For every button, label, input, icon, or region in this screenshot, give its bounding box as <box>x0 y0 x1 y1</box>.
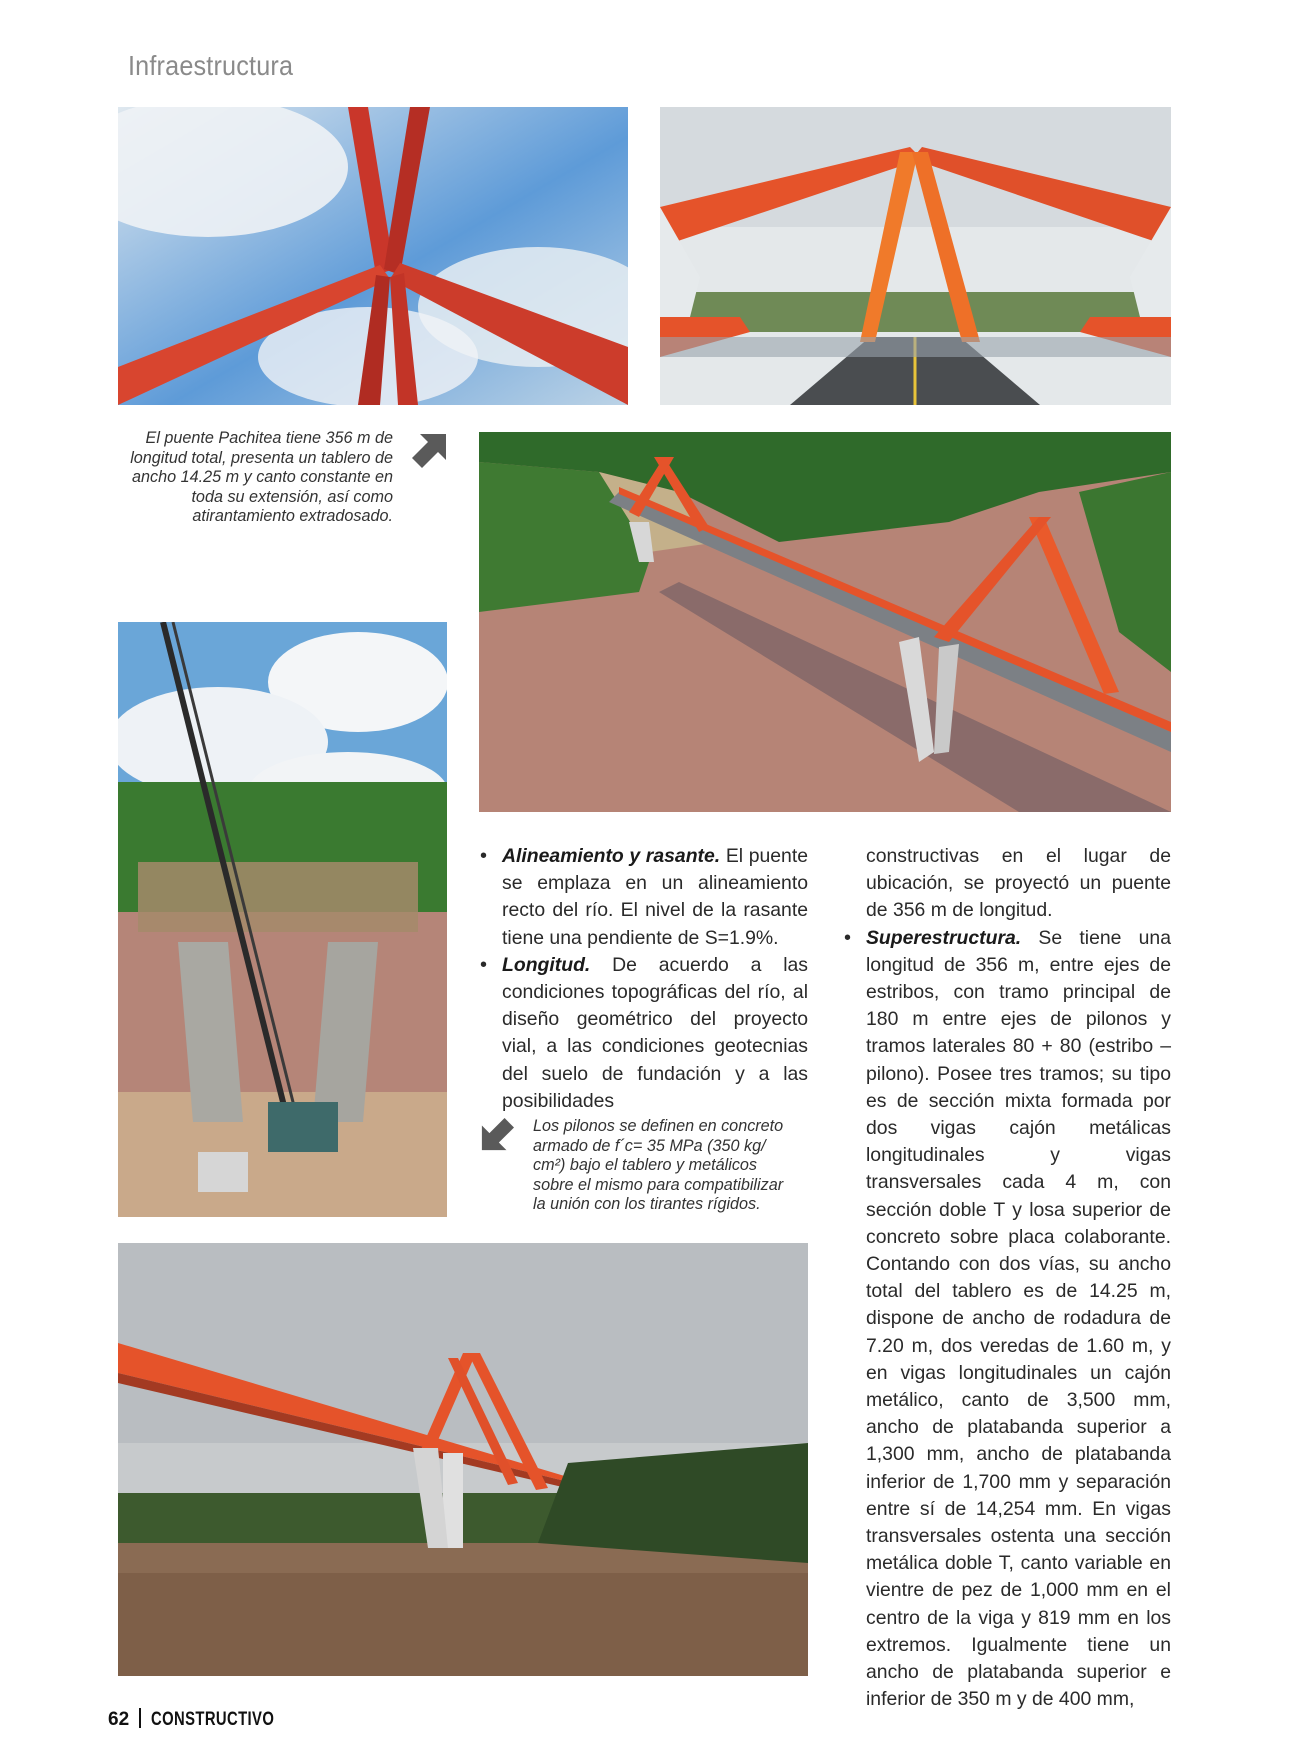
text-alineamiento: El puente se emplaza en un alineamiento recto del río. El nivel de la rasante tiene una pendiente de S=1.9%. <box>502 845 809 949</box>
photo-deck-view <box>660 107 1171 405</box>
caption-middle-line-4: sobre el mismo para compatibilizar <box>533 1175 784 1194</box>
bullet-superestructura <box>846 925 1171 1714</box>
arrow-up-right-icon <box>412 432 448 468</box>
bullet-longitud <box>482 952 808 1115</box>
page-number: 62 <box>108 1709 130 1730</box>
section-title: Infraestructura <box>128 50 294 81</box>
photo-aerial-bridge <box>479 432 1171 812</box>
term-superestructura: Superestructura. <box>866 926 1022 949</box>
footer-divider <box>139 1708 141 1728</box>
caption-top: El puente Pachitea tiene 356 m de longitud total, presenta un tablero de ancho 14.25 m y canto constante en toda su extensión, así como atirantamiento extradosado. <box>130 429 393 526</box>
term-alineamiento: Alineamiento y rasante. <box>502 845 721 867</box>
photo-pylon-sky <box>118 107 628 405</box>
magazine-brand: CONSTRUCTIVO <box>151 1709 275 1730</box>
body-column-2 <box>866 843 1171 1714</box>
photo-construction-crane <box>118 622 447 1217</box>
caption-middle <box>533 1117 823 1215</box>
term-longitud: Longitud. <box>502 953 591 976</box>
caption-middle-line-5: la unión con los tirantes rígidos. <box>533 1195 761 1214</box>
photo-side-view <box>118 1243 808 1676</box>
caption-middle-line-1: Los pilonos se definen en concreto <box>533 1117 784 1135</box>
text-superestructura: Se tiene una longitud de 356 m, entre ejes de estribos, con tramo principal de 180 m entre ejes de pilonos y tramos laterales 80 + 80 (estribo – pilono). Posee tres tramos; su tipo es de sección mixta formada por dos vigas cajón metálicas longitudinales y vigas transversales cada 4 m, con sección doble T y losa superior de concreto sobre placa colaborante. Contando con dos vías, su ancho total del tablero es de 14.25 m, dispone de ancho de rodadura de 7.20 m, dos veredas de 1.60 m, y en vigas longitudinales un cajón metálico, canto de 3,500 mm, ancho de platabanda superior a 1,300 mm, ancho de platabanda inferior de 1,700 mm y separación entre sí de 14,254 mm. En vigas transversales ostenta una sección metálica doble T, canto variable en vientre de pez de 1,000 mm en el centro de la viga y 819 mm en los extremos. Igualmente tiene un ancho de platabanda superior e inferior de 350 m y de 400 mm, <box>866 926 1171 1711</box>
col2-intro: constructivas en el lugar de ubicación, se proyectó un puente de 356 m de longitud. <box>866 845 1171 922</box>
body-column-1 <box>482 843 808 1115</box>
text-longitud: De acuerdo a las condiciones topográficas del río, al diseño geométrico del proyecto vial, a las condiciones geotecnias del suelo de fundación y a las posibilidades <box>502 953 808 1112</box>
footer <box>108 1708 309 1731</box>
arrow-down-left-icon <box>480 1118 514 1152</box>
caption-middle-line-3: cm²) bajo el tablero y metálicos <box>533 1156 758 1175</box>
caption-middle-line-2: armado de f´c= 35 MPa (350 kg/ <box>533 1136 766 1155</box>
bullet-alineamiento <box>482 843 808 952</box>
